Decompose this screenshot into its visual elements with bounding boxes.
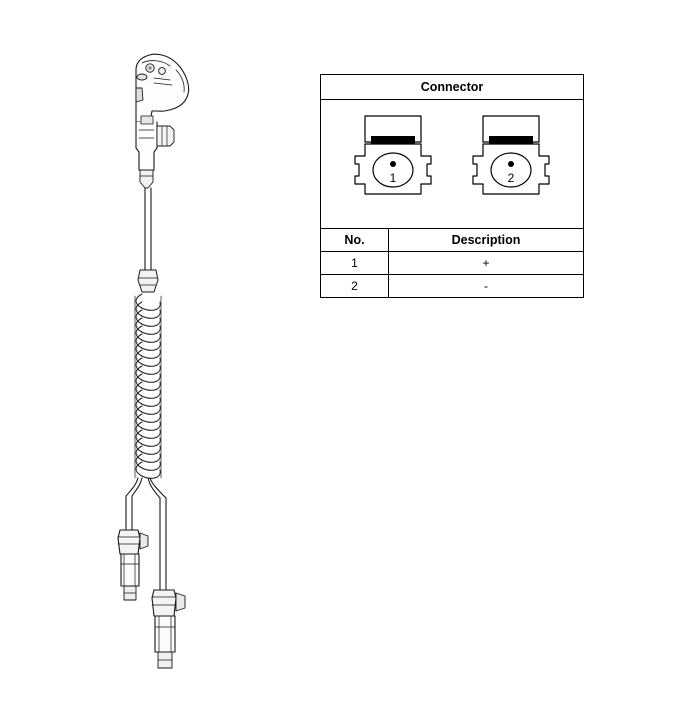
- connector-figure-2: [455, 108, 567, 220]
- connector-table-title: Connector: [321, 75, 583, 100]
- table-header-row: [321, 229, 583, 252]
- upper-cable: [145, 188, 151, 270]
- connector-right: [152, 590, 185, 668]
- table-row: [321, 252, 583, 275]
- connector-1-pin-label: 1: [389, 171, 397, 185]
- column-header-description: Description: [451, 233, 521, 247]
- cell-no: 2: [321, 275, 389, 297]
- connector-figures: [321, 100, 583, 229]
- trigger-handle-icon: [136, 54, 189, 188]
- connector-figure-1: [337, 108, 449, 220]
- coiled-cable: [135, 294, 161, 478]
- cell-description: +: [482, 256, 490, 270]
- connector-2-pin-label: 2: [507, 171, 515, 185]
- cell-description: -: [484, 279, 488, 293]
- connector-table: [320, 74, 584, 298]
- table-row: [321, 275, 583, 297]
- cell-no: 1: [321, 252, 389, 274]
- connector-left: [118, 530, 148, 600]
- column-header-no: No.: [321, 229, 389, 251]
- harness-illustration: [90, 30, 290, 680]
- harness-drawing: [90, 30, 290, 680]
- strain-relief-boot: [138, 270, 158, 292]
